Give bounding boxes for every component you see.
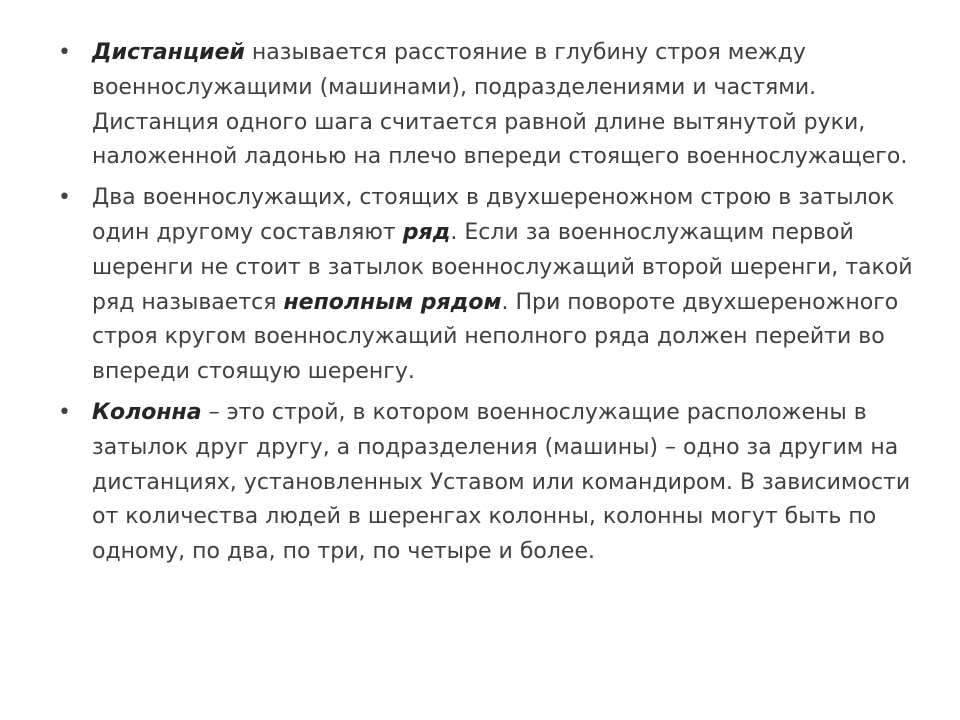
term-row: ряд — [402, 219, 451, 245]
bullet-item-row — [58, 181, 918, 390]
text-row-part-1: Два военнослужащих, стоящих в двухшереножном строю в затылок один другому составляют — [92, 185, 895, 245]
bullet-item-column — [58, 396, 918, 570]
bullet-list — [58, 36, 918, 576]
term-column: Колонна — [92, 399, 202, 425]
bullet-item-distance — [58, 36, 918, 175]
definition-distance: называется расстояние в глубину строя между военнослужащими (машинами), подразделениями и частями. Дистанция одного шага считается равной длине вытянутой руки, наложенной ладонью на плечо впереди стоящего военнослужащего. — [92, 40, 908, 170]
bullet-marker: • — [58, 40, 71, 65]
text-row-part-3: . При повороте двухшереножного строя кругом военнослужащий неполного ряда должен перейти во впереди стоящую шеренгу. — [92, 289, 899, 385]
term-incomplete-row: неполным рядом — [283, 289, 502, 315]
bullet-marker: • — [58, 185, 71, 211]
term-distance: Дистанцией — [92, 40, 245, 65]
text-row-part-2: . Если за военнослужащим первой шеренги не стоит в затылок военнослужащий второй шеренги, такой ряд называется — [92, 219, 913, 315]
definition-column: – это строй, в котором военнослужащие расположены в затылок друг другу, а подразделения (машины) – одно за другим на дистанциях, установленных Уставом или командиром. В зависимости от количества людей в шеренгах колонны, колонны могут быть по одному, по два, по три, по четыре и более. — [92, 399, 911, 565]
bullet-marker: • — [58, 399, 71, 425]
